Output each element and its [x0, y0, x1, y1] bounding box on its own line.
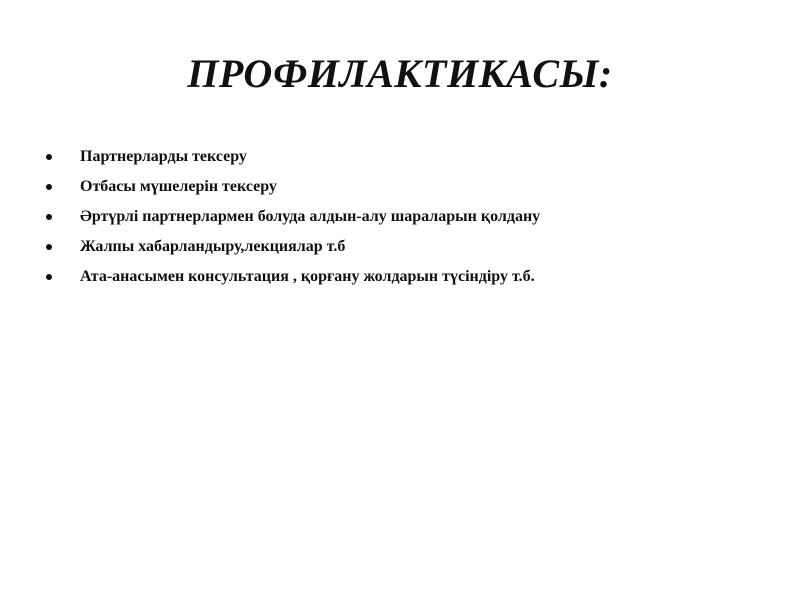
list-item	[44, 142, 540, 172]
bullet-dot-icon	[46, 184, 52, 190]
bullet-dot-icon	[46, 154, 52, 160]
list-item	[44, 262, 540, 292]
bullet-text: Әртүрлі партнерлармен болуда алдын-алу шараларын қолдану	[80, 208, 541, 225]
bullet-text: Отбасы мүшелерін тексеру	[80, 178, 277, 195]
bullet-text: Жалпы хабарландыру,лекциялар т.б	[80, 238, 346, 255]
bullet-list	[44, 142, 540, 292]
bullet-dot-icon	[46, 244, 52, 250]
list-item	[44, 202, 540, 232]
bullet-text: Партнерларды тексеру	[80, 148, 247, 165]
bullet-dot-icon	[46, 214, 52, 220]
slide-title: ПРОФИЛАКТИКАСЫ:	[187, 51, 613, 96]
list-item	[44, 232, 540, 262]
bullet-dot-icon	[46, 274, 52, 280]
bullet-text: Ата-анасымен консультация , қорғану жолдарын түсіндіру т.б.	[80, 268, 535, 285]
list-item	[44, 172, 540, 202]
